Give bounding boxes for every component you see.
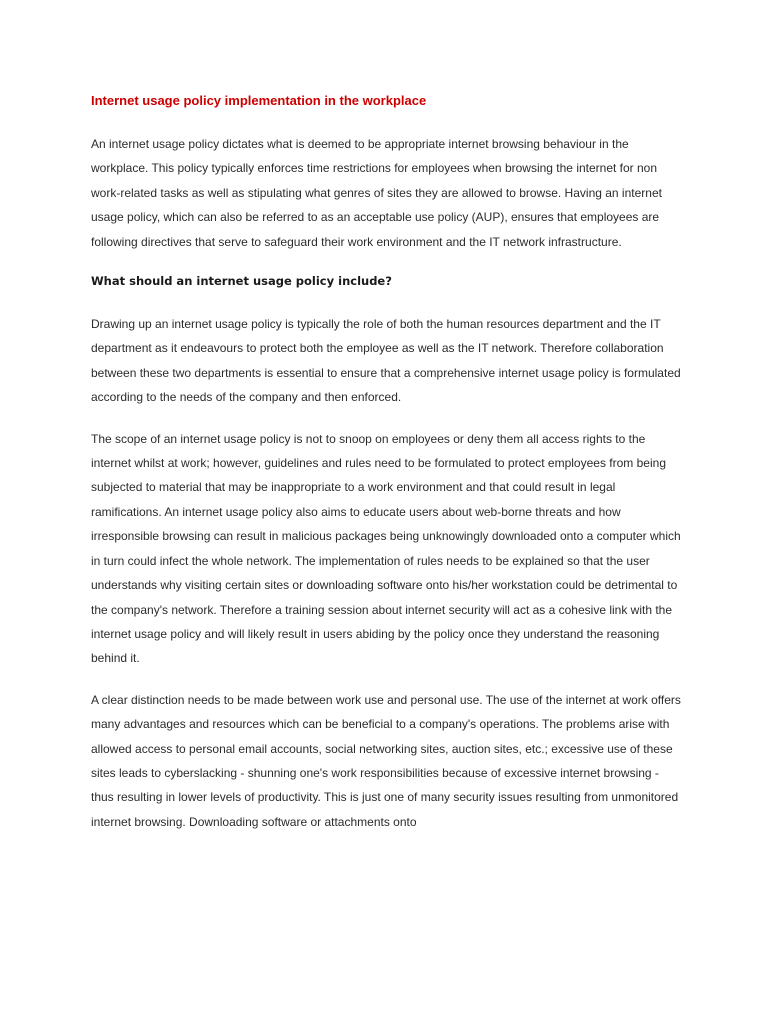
document-title: Internet usage policy implementation in the workplace <box>91 93 427 108</box>
paragraph-drawing-up: Drawing up an internet usage policy is typically the role of both the human resources department and the IT department as it endeavours to protect both the employee as well as the IT network. Therefore collaboration between these two departments is essential to ensure that a comprehensive internet usage policy is formulated according to the needs of the company and then enforced. <box>91 317 681 405</box>
document-body <box>91 91 683 834</box>
paragraph-intro: An internet usage policy dictates what is deemed to be appropriate internet browsing behaviour in the workplace. This policy typically enforces time restrictions for employees when browsing the internet for non work-related tasks as well as stipulating what genres of sites they are allowed to browse. Having an internet usage policy, which can also be referred to as an acceptable use policy (AUP), ensures that employees are following directives that serve to safeguard their work environment and the IT network infrastructure. <box>91 137 662 249</box>
paragraph-scope: The scope of an internet usage policy is not to snoop on employees or deny them all access rights to the internet whilst at work; however, guidelines and rules need to be formulated to protect employees from being subjected to material that may be inappropriate to a work environment and that could result in legal ramifications. An internet usage policy also aims to educate users about web-borne threats and how irresponsible browsing can result in malicious packages being unknowingly downloaded onto a computer which in turn could infect the whole network. The implementation of rules needs to be explained so that the user understands why visiting certain sites or downloading software onto his/her workstation could be detrimental to the company's network. Therefore a training session about internet security will act as a cohesive link with the internet usage policy and will likely result in users abiding by the policy once they understand the reasoning behind it. <box>91 431 681 666</box>
section-heading: What should an internet usage policy include? <box>91 274 392 289</box>
paragraph-distinction: A clear distinction needs to be made between work use and personal use. The use of the internet at work offers many advantages and resources which can be beneficial to a company's operations. The problems arise with allowed access to personal email accounts, social networking sites, auction sites, etc.; excessive use of these sites leads to cyberslacking - shunning one's work responsibilities because of excessive internet browsing - thus resulting in lower levels of productivity. This is just one of many security issues resulting from unmonitored internet browsing. Downloading software or attachments onto <box>91 692 681 829</box>
